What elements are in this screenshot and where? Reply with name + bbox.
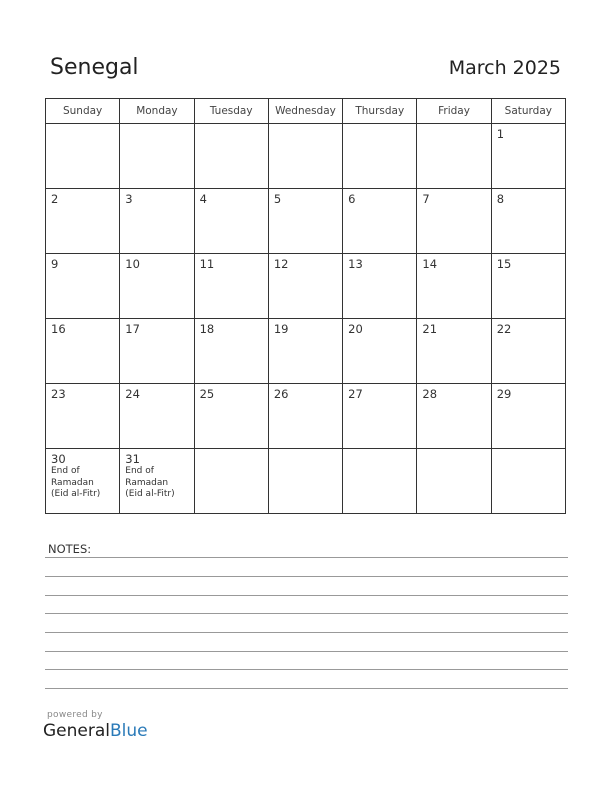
calendar-week-row (46, 124, 566, 189)
day-number: 16 (51, 322, 66, 336)
day-number: 4 (199, 192, 207, 206)
calendar-day-cell (46, 189, 120, 254)
calendar-day-cell (268, 384, 342, 449)
brand-logo-general: General (43, 721, 110, 741)
weekday-header: Thursday (343, 99, 417, 124)
weekday-header: Tuesday (194, 99, 268, 124)
calendar-day-cell (194, 384, 268, 449)
notes-line (45, 632, 568, 633)
notes-line (45, 595, 568, 596)
day-number: 6 (348, 192, 356, 206)
day-number: 25 (199, 387, 215, 401)
calendar-day-cell (46, 384, 120, 449)
calendar-day-cell (46, 449, 120, 514)
weekday-header: Sunday (46, 99, 120, 124)
notes-line (45, 651, 568, 652)
calendar-week-row (46, 384, 566, 449)
notes-line (45, 613, 568, 614)
calendar-day-cell (194, 449, 268, 514)
calendar-grid (45, 98, 566, 514)
day-number: 13 (348, 257, 363, 271)
day-number: 18 (199, 322, 215, 336)
calendar-day-cell (194, 254, 268, 319)
calendar-day-cell (491, 189, 565, 254)
calendar-day-cell (491, 124, 565, 189)
notes-line (45, 576, 568, 577)
brand-logo-blue: Blue (110, 721, 148, 741)
day-number: 1 (496, 127, 505, 141)
calendar-day-cell (343, 384, 417, 449)
day-number: 20 (348, 322, 363, 336)
day-number: 5 (273, 192, 282, 206)
calendar-day-cell (194, 124, 268, 189)
day-number: 11 (199, 257, 215, 271)
day-number: 2 (51, 192, 59, 206)
day-number: 10 (125, 257, 140, 271)
day-number: 27 (348, 387, 363, 401)
day-number: 31 (125, 452, 140, 466)
calendar-day-cell (120, 124, 194, 189)
day-number: 28 (422, 387, 438, 401)
day-number: 12 (273, 257, 289, 271)
day-number: 3 (125, 192, 133, 206)
calendar-day-cell (194, 189, 268, 254)
weekday-header-row (46, 99, 566, 124)
calendar-month-title: March 2025 (448, 57, 561, 79)
calendar-day-cell (120, 449, 194, 514)
brand-logo (43, 721, 148, 741)
notes-line (45, 557, 568, 558)
calendar-day-cell (343, 319, 417, 384)
calendar-country-title: Senegal (50, 55, 139, 80)
weekday-header: Friday (417, 99, 491, 124)
calendar-day-cell (343, 254, 417, 319)
weekday-header: Monday (120, 99, 194, 124)
calendar-day-cell (120, 189, 194, 254)
calendar-day-cell (268, 254, 342, 319)
day-number: 14 (422, 257, 438, 271)
notes-line (45, 688, 568, 689)
day-number: 29 (496, 387, 512, 401)
weekday-header: Saturday (491, 99, 565, 124)
calendar-day-cell (46, 319, 120, 384)
day-number: 22 (496, 322, 512, 336)
holiday-label: End of Ramadan (Eid al-Fitr) (51, 466, 101, 499)
calendar-day-cell (417, 254, 491, 319)
day-number: 9 (51, 257, 59, 271)
day-number: 26 (273, 387, 289, 401)
calendar-day-cell (417, 384, 491, 449)
day-number: 8 (496, 192, 505, 206)
calendar-week-row (46, 254, 566, 319)
day-number: 7 (422, 192, 430, 206)
calendar-day-cell (491, 449, 565, 514)
calendar-day-cell (491, 254, 565, 319)
calendar-week-row (46, 319, 566, 384)
calendar-day-cell (491, 319, 565, 384)
calendar-week-row (46, 189, 566, 254)
calendar-day-cell (343, 449, 417, 514)
calendar-day-cell (46, 254, 120, 319)
calendar-day-cell (268, 189, 342, 254)
calendar-day-cell (46, 124, 120, 189)
calendar-day-cell (268, 124, 342, 189)
calendar-day-cell (417, 319, 491, 384)
day-number: 17 (125, 322, 140, 336)
day-number: 19 (273, 322, 289, 336)
weekday-header: Wednesday (268, 99, 342, 124)
calendar-day-cell (417, 124, 491, 189)
calendar-day-cell (417, 189, 491, 254)
day-number: 30 (51, 452, 66, 466)
calendar-week-row (46, 449, 566, 514)
calendar-day-cell (343, 124, 417, 189)
day-number: 15 (496, 257, 512, 271)
holiday-label: End of Ramadan (Eid al-Fitr) (125, 466, 175, 499)
notes-label: NOTES: (48, 542, 92, 556)
calendar-day-cell (343, 189, 417, 254)
powered-by-text: powered by (47, 710, 103, 720)
day-number: 21 (422, 322, 438, 336)
calendar-day-cell (194, 319, 268, 384)
day-number: 24 (125, 387, 140, 401)
calendar-day-cell (120, 319, 194, 384)
calendar-day-cell (268, 319, 342, 384)
notes-line (45, 669, 568, 670)
day-number: 23 (51, 387, 66, 401)
calendar-day-cell (120, 254, 194, 319)
calendar-day-cell (120, 384, 194, 449)
calendar-day-cell (268, 449, 342, 514)
calendar-day-cell (417, 449, 491, 514)
calendar-day-cell (491, 384, 565, 449)
